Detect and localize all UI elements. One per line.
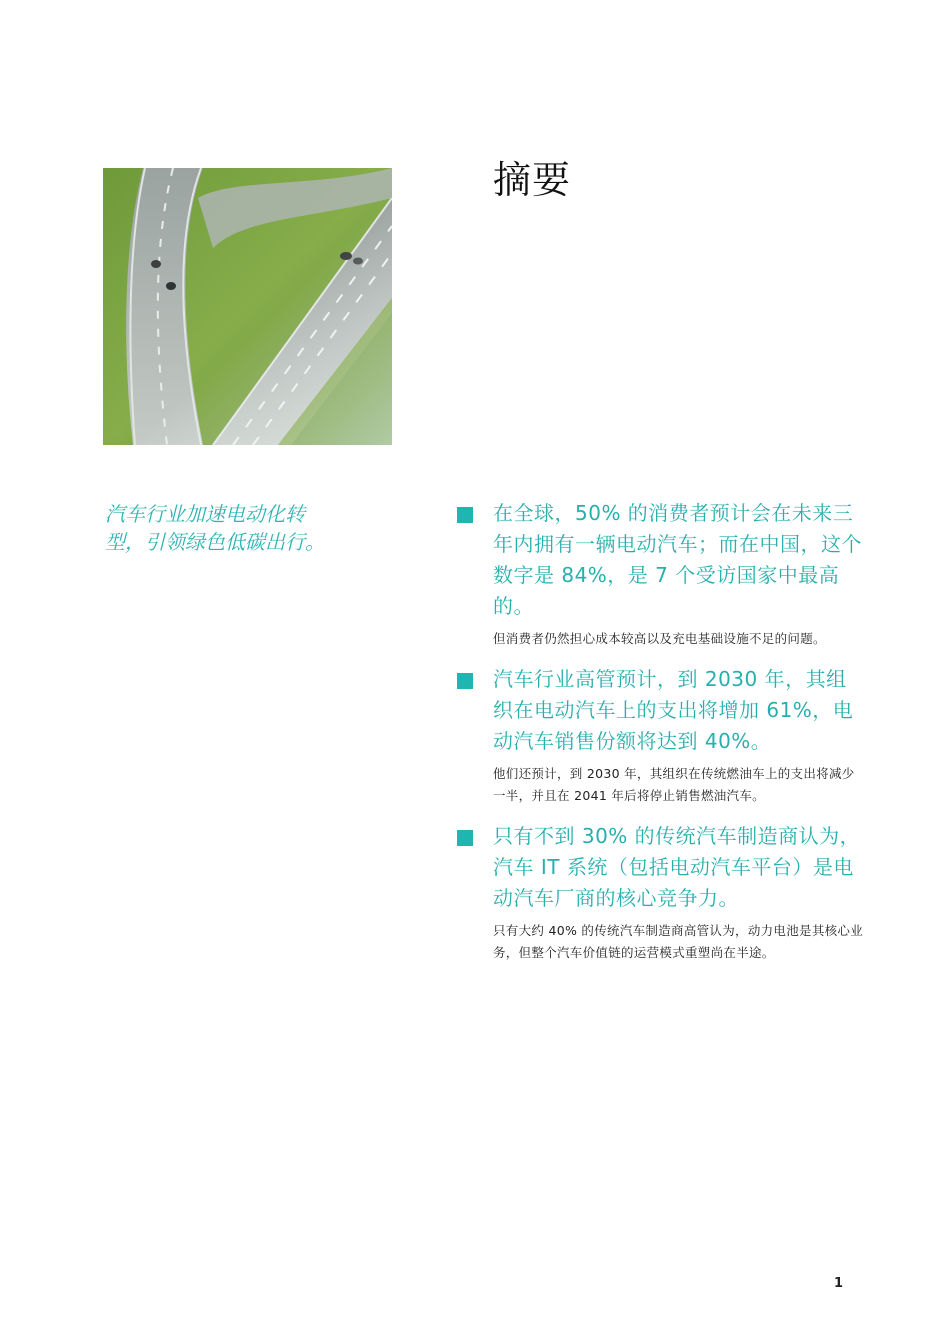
page-title: 摘要	[493, 158, 572, 202]
finding-headline: 在全球，50% 的消费者预计会在未来三年内拥有一辆电动汽车；而在中国，这个数字是 84%，是 7 个受访国家中最高的。	[493, 501, 862, 618]
finding-headline: 汽车行业高管预计，到 2030 年，其组织在电动汽车上的支出将增加 61%，电动汽车销售份额将达到 40%。	[493, 667, 854, 753]
key-findings-list	[456, 498, 866, 978]
square-bullet-icon	[457, 507, 473, 523]
finding-headline: 只有不到 30% 的传统汽车制造商认为，汽车 IT 系统（包括电动汽车平台）是电动汽车厂商的核心竞争力。	[493, 824, 861, 910]
page-number: 1	[834, 1276, 844, 1291]
finding-item	[456, 498, 866, 650]
square-bullet-icon	[457, 673, 473, 689]
finding-detail: 只有大约 40% 的传统汽车制造商高管认为，动力电池是其核心业务，但整个汽车价值链的运营模式重塑尚在半途。	[493, 923, 864, 960]
tagline: 汽车行业加速电动化转型，引领绿色低碳出行。	[105, 502, 325, 554]
highway-aerial-photo	[103, 168, 392, 445]
square-bullet-icon	[457, 830, 473, 846]
finding-item	[456, 821, 866, 964]
finding-item	[456, 664, 866, 807]
finding-detail: 他们还预计，到 2030 年，其组织在传统燃油车上的支出将减少一半，并且在 2041 年后将停止销售燃油汽车。	[493, 766, 855, 803]
finding-detail: 但消费者仍然担心成本较高以及充电基础设施不足的问题。	[493, 631, 826, 646]
hero-highway-image	[103, 168, 392, 445]
